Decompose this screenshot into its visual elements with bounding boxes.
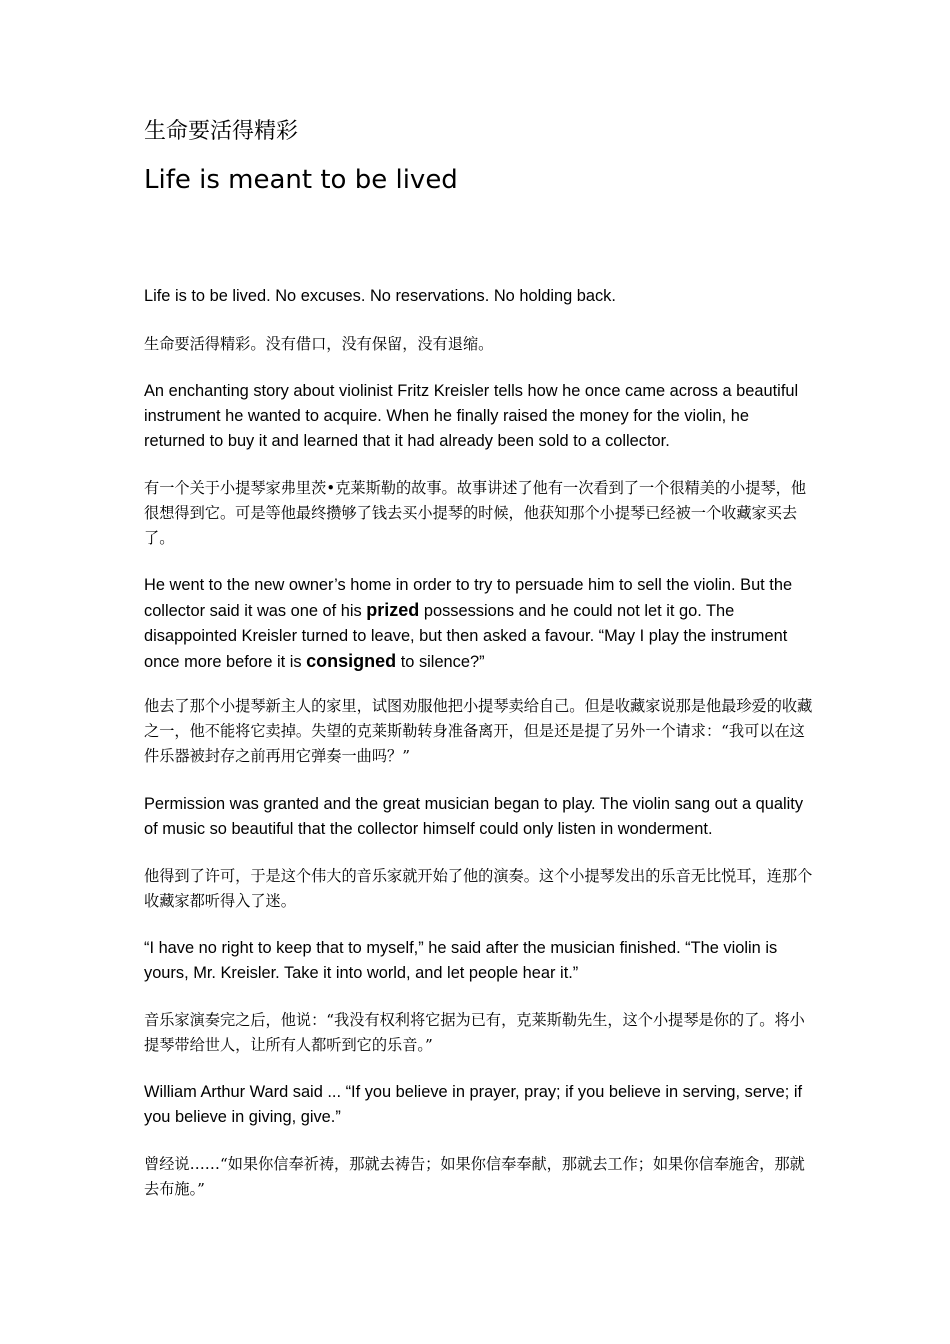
paragraph-5-chinese: 音乐家演奏完之后，他说：“我没有权利将它据为已有，克莱斯勒先生，这个小提琴是你的了。将小提琴带给世人，让所有人都听到它的乐音。” (144, 1011, 805, 1054)
title-english: Life is meant to be lived (144, 165, 458, 195)
paragraph-3-text-c: to silence?” (396, 653, 485, 671)
paragraph-3-chinese: 他去了那个小提琴新主人的家里，试图劝服他把小提琴卖给自己。但是收藏家说那是他最珍爱的收藏之一，他不能将它卖掉。失望的克莱斯勒转身准备离开，但是还是提了另外一个请求：“我可以在这件乐器被封存之前再用它弹奏一曲吗？” (144, 697, 813, 765)
paragraph-1-chinese: 生命要活得精彩。没有借口，没有保留，没有退缩。 (144, 335, 494, 353)
paragraph-4-chinese: 他得到了许可，于是这个伟大的音乐家就开始了他的演奏。这个小提琴发出的乐音无比悦耳，连那个收藏家都听得入了迷。 (144, 867, 813, 910)
title-chinese: 生命要活得精彩 (144, 119, 299, 144)
paragraph-3-english (144, 573, 814, 675)
keyword-consigned: consigned (306, 651, 397, 671)
paragraph-6-chinese: 曾经说……“如果你信奉祈祷，那就去祷告；如果你信奉奉献，那就去工作；如果你信奉施舍，那就去布施。” (144, 1155, 805, 1198)
paragraph-3-text-b: possessions and he could not let it go. The disappointed Kreisler turned to leave, but then asked a favour. “May I play the instrument once more before it is (144, 602, 788, 671)
paragraph-2-english: An enchanting story about violinist Fritz Kreisler tells how he once came across a beautiful instrument he wanted to acquire. When he finally raised the money for the violin, he returned to buy it and learned that it had already been sold to a collector. (144, 382, 799, 450)
paragraph-5-english: “I have no right to keep that to myself,” he said after the musician finished. “The violin is yours, Mr. Kreisler. Take it into world, and let people hear it.” (144, 939, 778, 982)
paragraph-6-english: William Arthur Ward said ... “If you believe in prayer, pray; if you believe in serving, serve; if you believe in giving, give.” (144, 1083, 803, 1126)
paragraph-1-english: Life is to be lived. No excuses. No reservations. No holding back. (144, 287, 616, 305)
paragraph-4-english: Permission was granted and the great musician began to play. The violin sang out a quality of music so beautiful that the collector himself could only listen in wonderment. (144, 795, 804, 838)
keyword-prized: prized (366, 600, 420, 620)
paragraph-2-chinese: 有一个关于小提琴家弗里茨•克莱斯勒的故事。故事讲述了他有一次看到了一个很精美的小提琴，他很想得到它。可是等他最终攒够了钱去买小提琴的时候，他获知那个小提琴已经被一个收藏家买去了。 (144, 479, 807, 547)
paragraph-3-text-a: He went to the new owner’s home in order to try to persuade him to sell the violin. But the collector said it was one of his (144, 576, 793, 620)
